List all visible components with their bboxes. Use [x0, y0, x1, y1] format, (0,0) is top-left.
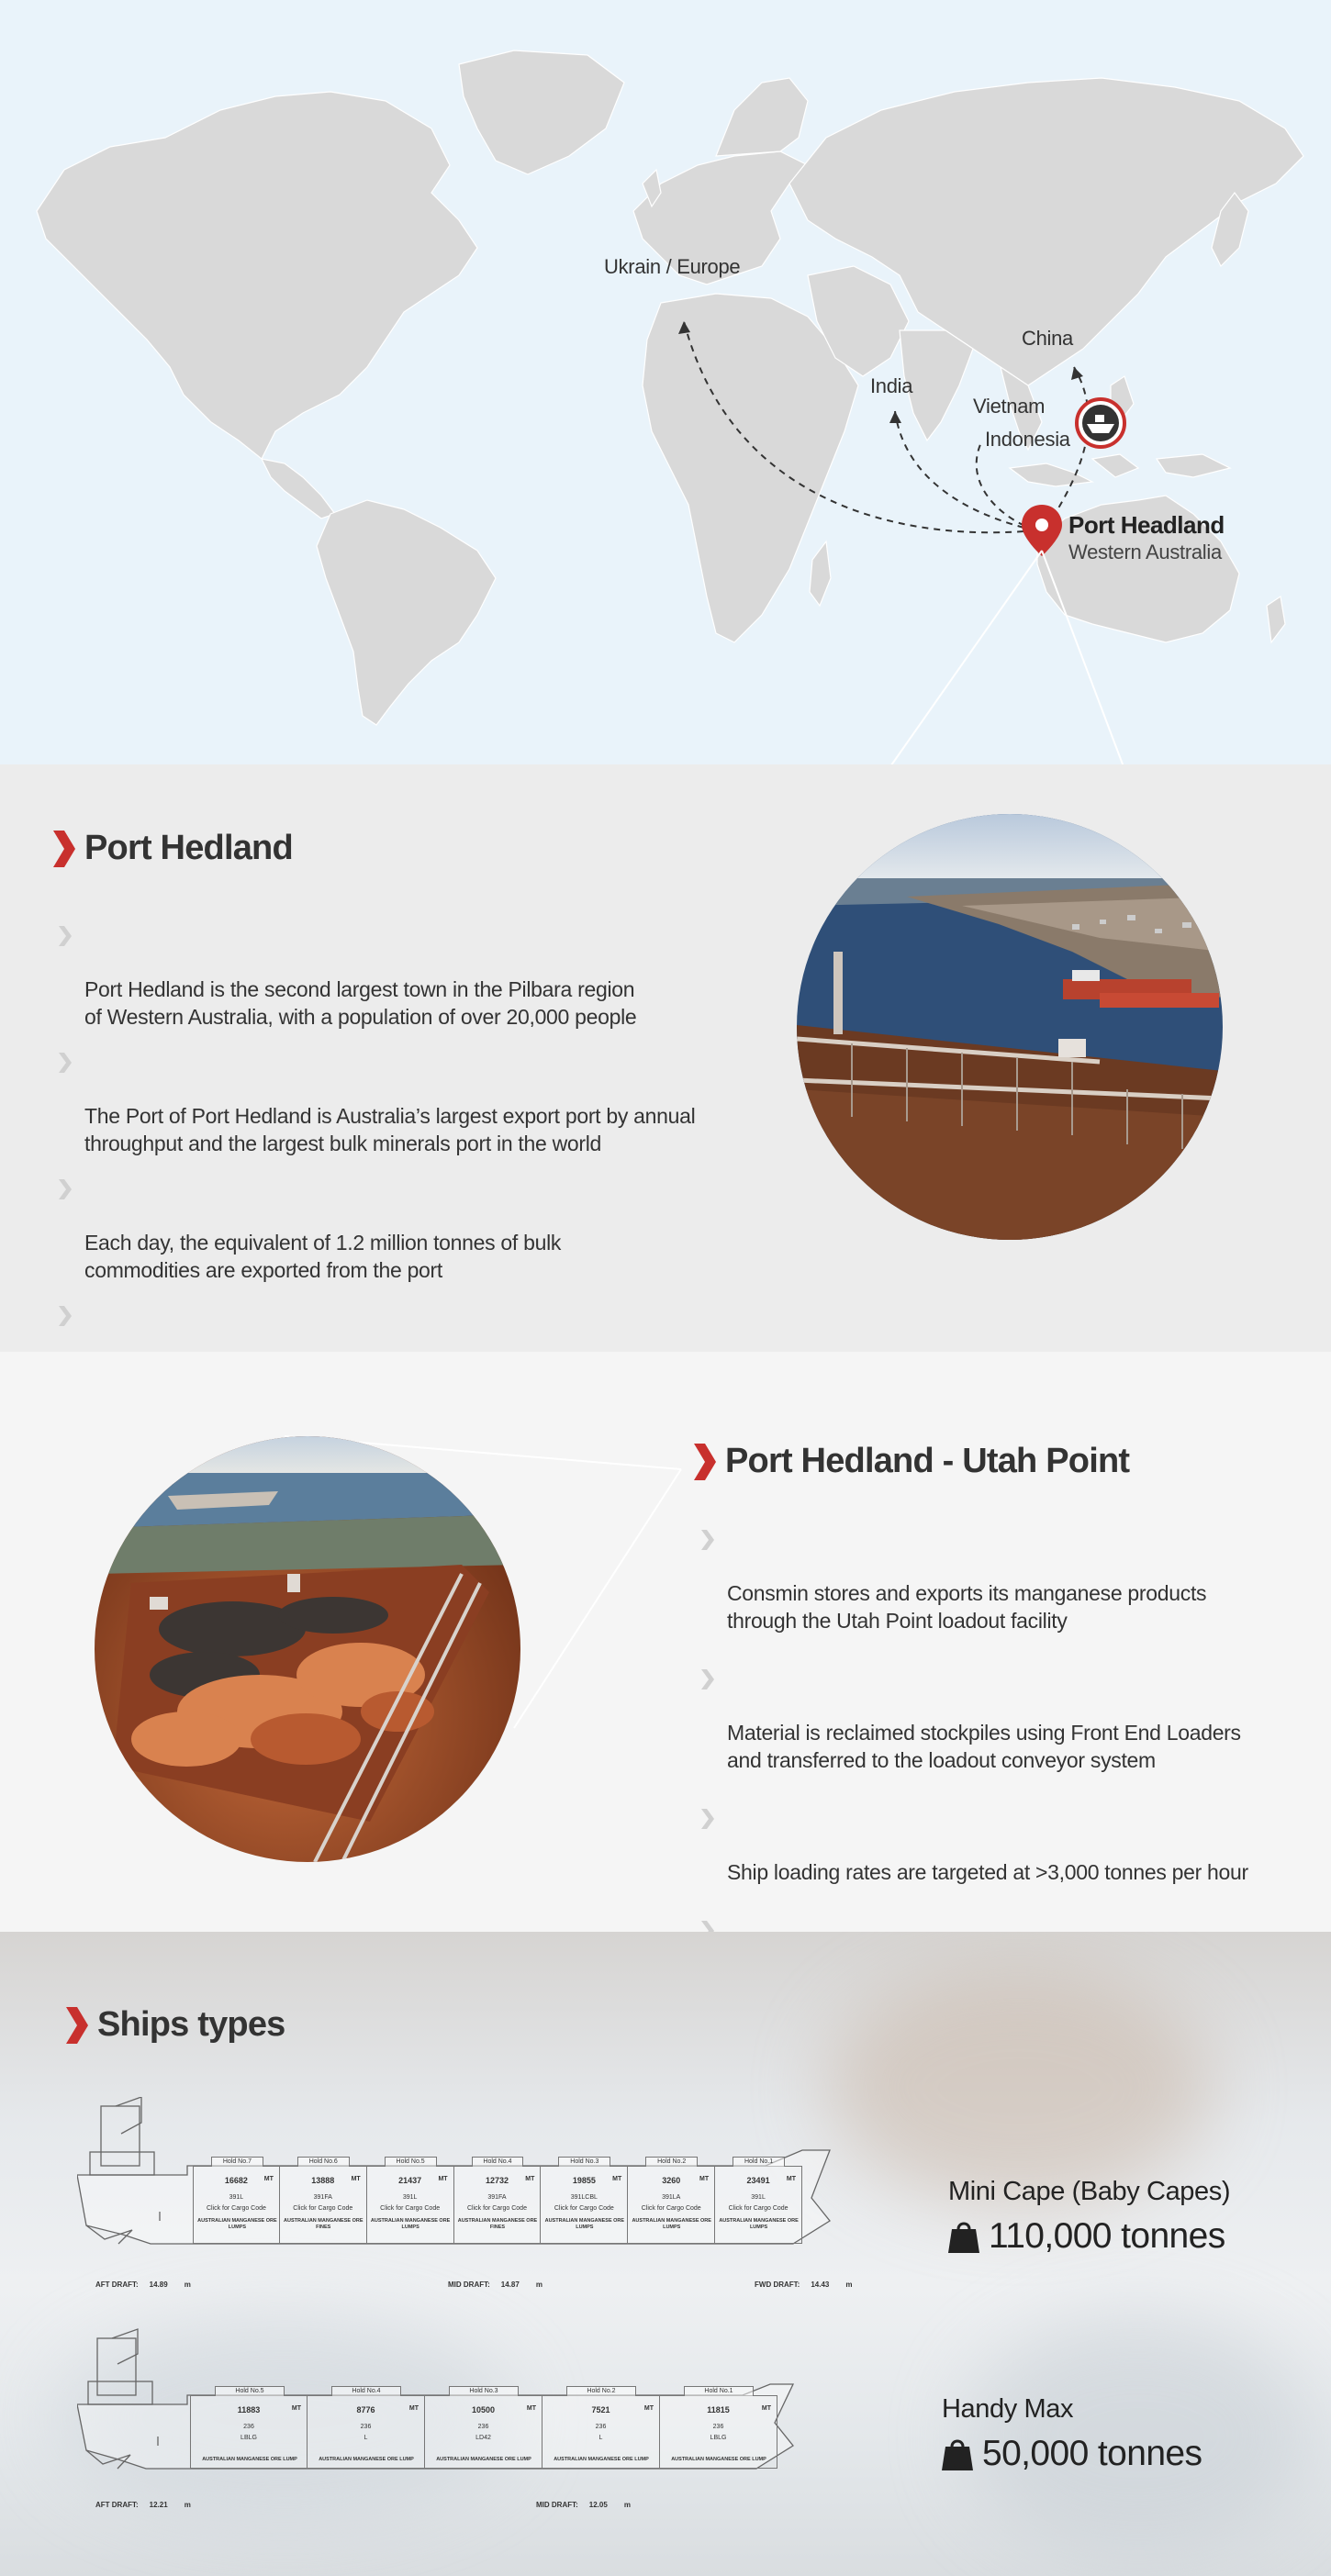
hold-quantity-row: [280, 2176, 366, 2185]
cargo-hold: [628, 2158, 715, 2244]
hold-quantity: 23491: [746, 2176, 770, 2185]
hold-quantity: 10500: [471, 2405, 496, 2414]
hold-description: AUSTRALIAN MANGANESE ORE LUMPS: [544, 2218, 625, 2230]
draft-value: 12.05: [588, 2501, 608, 2509]
port-hedland-title: Port Hedland: [84, 829, 293, 867]
hold-quantity: 13888: [311, 2176, 335, 2185]
triangle-bullet-icon: [59, 1053, 72, 1073]
hold-label: Hold No.2: [566, 2386, 637, 2396]
draft-value: 14.89: [149, 2280, 168, 2289]
hold-code: 236: [712, 2424, 724, 2430]
hold-description: AUSTRALIAN MANGANESE ORE LUMP: [671, 2457, 766, 2462]
label-ukraine-europe: Ukrain / Europe: [604, 255, 741, 278]
hold-label: Hold No.1: [733, 2157, 785, 2167]
hold-quantity: 3260: [662, 2176, 681, 2185]
hold-code: 391L: [751, 2194, 766, 2201]
hold-quantity-row: [541, 2176, 627, 2185]
hold-quantity-row: [715, 2176, 801, 2185]
triangle-bullet-icon: [701, 1809, 714, 1829]
draft-label: MID DRAFT:: [448, 2280, 490, 2289]
hold-quantity: 12732: [485, 2176, 509, 2185]
hold-cargo-link: Click for Cargo Code: [293, 2205, 353, 2212]
hold-unit: MT: [699, 2176, 710, 2182]
hold-description: AUSTRALIAN MANGANESE ORE LUMP: [202, 2457, 297, 2462]
world-map: [0, 0, 1331, 764]
ships-title: Ships types: [97, 2005, 285, 2044]
list-item: [57, 1174, 782, 1284]
hold-cargo-link: Click for Cargo Code: [467, 2205, 527, 2212]
hold-code: 236: [477, 2424, 489, 2430]
hold-quantity-row: [367, 2176, 453, 2185]
draft-label: AFT DRAFT:: [95, 2501, 139, 2509]
cargo-hold: [660, 2388, 777, 2469]
weight-bag-icon: [942, 2437, 973, 2470]
hold-code: 236: [595, 2424, 607, 2430]
list-item: [699, 1524, 1305, 1634]
hold-quantity-row: [308, 2405, 424, 2414]
hold-code: 391L: [402, 2194, 418, 2201]
bullet-text: Port Hedland is the second largest town in the Pilbara region of Western Australia, with a population of over 20,000 people: [84, 977, 637, 1029]
list-item: [699, 1664, 1305, 1774]
draft-reading: [536, 2501, 631, 2509]
origin-port-title: Port Headland: [1068, 511, 1225, 539]
hold-cargo-link: Click for Cargo Code: [206, 2205, 266, 2212]
hold-label: Hold No.3: [449, 2386, 520, 2396]
hold-subcode: L: [598, 2435, 603, 2441]
triangle-bullet-icon: [59, 1179, 72, 1199]
triangle-bullet-icon: [59, 1306, 72, 1326]
hold-code: 236: [360, 2424, 372, 2430]
cargo-hold: [280, 2158, 367, 2244]
hold-code: 391FA: [487, 2194, 507, 2201]
hold-quantity: 11815: [707, 2405, 730, 2414]
draft-value: 12.21: [149, 2501, 168, 2509]
hold-description: AUSTRALIAN MANGANESE ORE FINES: [457, 2218, 538, 2230]
cargo-hold: [715, 2158, 802, 2244]
hold-cargo-link: Click for Cargo Code: [554, 2205, 614, 2212]
hold-label: Hold No.4: [331, 2386, 402, 2396]
draft-value: 14.87: [500, 2280, 520, 2289]
hold-quantity: 11883: [237, 2405, 261, 2414]
list-item: [57, 920, 782, 1031]
hold-quantity: 21437: [398, 2176, 422, 2185]
port-hedland-heading: [51, 829, 293, 868]
draft-label: MID DRAFT:: [536, 2501, 578, 2509]
utah-point-title: Port Hedland - Utah Point: [725, 1442, 1130, 1480]
hold-quantity-row: [194, 2176, 279, 2185]
hold-label: Hold No.2: [645, 2157, 698, 2167]
hold-unit: MT: [291, 2405, 301, 2412]
triangle-bullet-icon: [59, 926, 72, 946]
hold-cargo-link: Click for Cargo Code: [380, 2205, 441, 2212]
cargo-hold: [542, 2388, 660, 2469]
draft-reading: [95, 2501, 191, 2509]
label-vietnam: Vietnam: [973, 395, 1046, 418]
hold-description: AUSTRALIAN MANGANESE ORE LUMP: [319, 2457, 414, 2462]
utah-point-heading: [692, 1442, 1129, 1481]
list-item: [699, 1803, 1305, 1886]
triangle-bullet-icon: [701, 1530, 714, 1550]
hold-quantity-row: [454, 2176, 541, 2185]
hold-subcode: LD42: [475, 2435, 491, 2441]
hold-quantity: 19855: [572, 2176, 596, 2185]
bullet-text: Material is reclaimed stockpiles using Front End Loaders and transferred to the loadout conveyor system: [727, 1721, 1241, 1772]
bullet-text: Ship loading rates are targeted at >3,000 tonnes per hour: [727, 1860, 1248, 1884]
ship-icon: [1077, 399, 1124, 447]
cargo-hold: [193, 2158, 280, 2244]
hold-unit: MT: [761, 2405, 771, 2412]
hold-label: Hold No.1: [684, 2386, 755, 2396]
cargo-hold: [308, 2388, 425, 2469]
port-hedland-aerial-photo: [797, 814, 1223, 1240]
bullet-text: Each day, the equivalent of 1.2 million tonnes of bulk commodities are exported from the port: [84, 1231, 562, 1282]
draft-reading: [755, 2280, 852, 2289]
triangle-bullet-icon: [701, 1669, 714, 1689]
hold-quantity-row: [628, 2176, 714, 2185]
world-map-section: [0, 0, 1331, 764]
hold-unit: MT: [526, 2405, 536, 2412]
label-india: India: [870, 374, 913, 397]
utah-point-aerial-photo: [95, 1436, 520, 1862]
hold-description: AUSTRALIAN MANGANESE ORE LUMP: [436, 2457, 531, 2462]
chevron-right-icon: [64, 2007, 88, 2044]
hold-subcode: L: [364, 2435, 368, 2441]
label-china: China: [1022, 327, 1073, 350]
hold-description: AUSTRALIAN MANGANESE ORE LUMP: [554, 2457, 649, 2462]
ship-type-tonnage: [942, 2434, 1202, 2474]
hold-quantity: 8776: [356, 2405, 375, 2414]
draft-label: FWD DRAFT:: [755, 2280, 800, 2289]
label-indonesia: Indonesia: [985, 428, 1070, 451]
port-hedland-section: [0, 764, 1331, 1352]
tonnage-value: 50,000 tonnes: [982, 2434, 1202, 2473]
draft-unit: m: [845, 2280, 853, 2289]
ship-types-section: [0, 1932, 1331, 2576]
draft-reading: [448, 2280, 542, 2289]
hold-label: Hold No.5: [215, 2386, 285, 2396]
hold-unit: MT: [438, 2176, 448, 2182]
hold-subcode: LBLG: [710, 2435, 727, 2441]
bullet-text: The Port of Port Hedland is Australia’s largest export port by annual throughput and the largest bulk minerals port in the world: [84, 1104, 696, 1155]
hold-code: 391FA: [313, 2194, 332, 2201]
draft-unit: m: [535, 2280, 542, 2289]
hold-code: 236: [243, 2424, 254, 2430]
hold-unit: MT: [786, 2176, 796, 2182]
hold-label: Hold No.6: [297, 2157, 350, 2167]
utah-point-section: [0, 1352, 1331, 1932]
hold-quantity-row: [191, 2405, 307, 2414]
ship-type-name: Mini Cape (Baby Capes): [948, 2177, 1231, 2206]
hold-label: Hold No.7: [211, 2157, 263, 2167]
weight-bag-icon: [948, 2220, 979, 2253]
hold-label: Hold No.4: [472, 2157, 524, 2167]
hold-unit: MT: [643, 2405, 654, 2412]
hold-label: Hold No.3: [558, 2157, 610, 2167]
hold-quantity-row: [542, 2405, 659, 2414]
tonnage-value: 110,000 tonnes: [989, 2216, 1225, 2256]
cargo-hold: [425, 2388, 542, 2469]
hold-unit: MT: [525, 2176, 535, 2182]
ships-heading: [64, 2005, 285, 2045]
hold-cargo-link: Click for Cargo Code: [728, 2205, 789, 2212]
origin-port-subtitle: Western Australia: [1068, 541, 1222, 563]
draft-unit: m: [623, 2501, 631, 2509]
hold-quantity: 16682: [224, 2176, 248, 2185]
hold-description: AUSTRALIAN MANGANESE ORE LUMPS: [632, 2218, 711, 2230]
hold-description: AUSTRALIAN MANGANESE ORE LUMPS: [719, 2218, 799, 2230]
hold-label: Hold No.5: [385, 2157, 437, 2167]
hold-code: 391LA: [662, 2194, 681, 2201]
draft-label: AFT DRAFT:: [95, 2280, 139, 2289]
hold-quantity-row: [660, 2405, 777, 2414]
hold-unit: MT: [351, 2176, 361, 2182]
hold-description: AUSTRALIAN MANGANESE ORE LUMPS: [370, 2218, 451, 2230]
cargo-hold: [541, 2158, 628, 2244]
ship-type-tonnage: [948, 2216, 1225, 2257]
cargo-hold: [454, 2158, 542, 2244]
draft-unit: m: [184, 2280, 191, 2289]
cargo-hold: [190, 2388, 308, 2469]
draft-value: 14.43: [811, 2280, 830, 2289]
hold-code: 391L: [229, 2194, 244, 2201]
cargo-hold: [367, 2158, 454, 2244]
hold-unit: MT: [612, 2176, 622, 2182]
hold-quantity: 7521: [591, 2405, 610, 2414]
hold-cargo-link: Click for Cargo Code: [641, 2205, 701, 2212]
hold-description: AUSTRALIAN MANGANESE ORE FINES: [284, 2218, 364, 2230]
hold-quantity-row: [425, 2405, 542, 2414]
list-item: [57, 1047, 782, 1157]
hold-code: 391LCBL: [570, 2194, 598, 2201]
bullet-text: Consmin stores and exports its manganese products through the Utah Point loadout facility: [727, 1581, 1207, 1633]
chevron-right-icon: [51, 831, 75, 867]
draft-reading: [95, 2280, 191, 2289]
draft-unit: m: [184, 2501, 191, 2509]
hold-description: AUSTRALIAN MANGANESE ORE LUMPS: [197, 2218, 277, 2230]
ship-type-name: Handy Max: [942, 2394, 1074, 2424]
hold-unit: MT: [408, 2405, 419, 2412]
world-landmass: [37, 50, 1303, 725]
hold-unit: MT: [263, 2176, 274, 2182]
chevron-right-icon: [692, 1444, 716, 1480]
hold-subcode: LBLG: [240, 2435, 257, 2441]
